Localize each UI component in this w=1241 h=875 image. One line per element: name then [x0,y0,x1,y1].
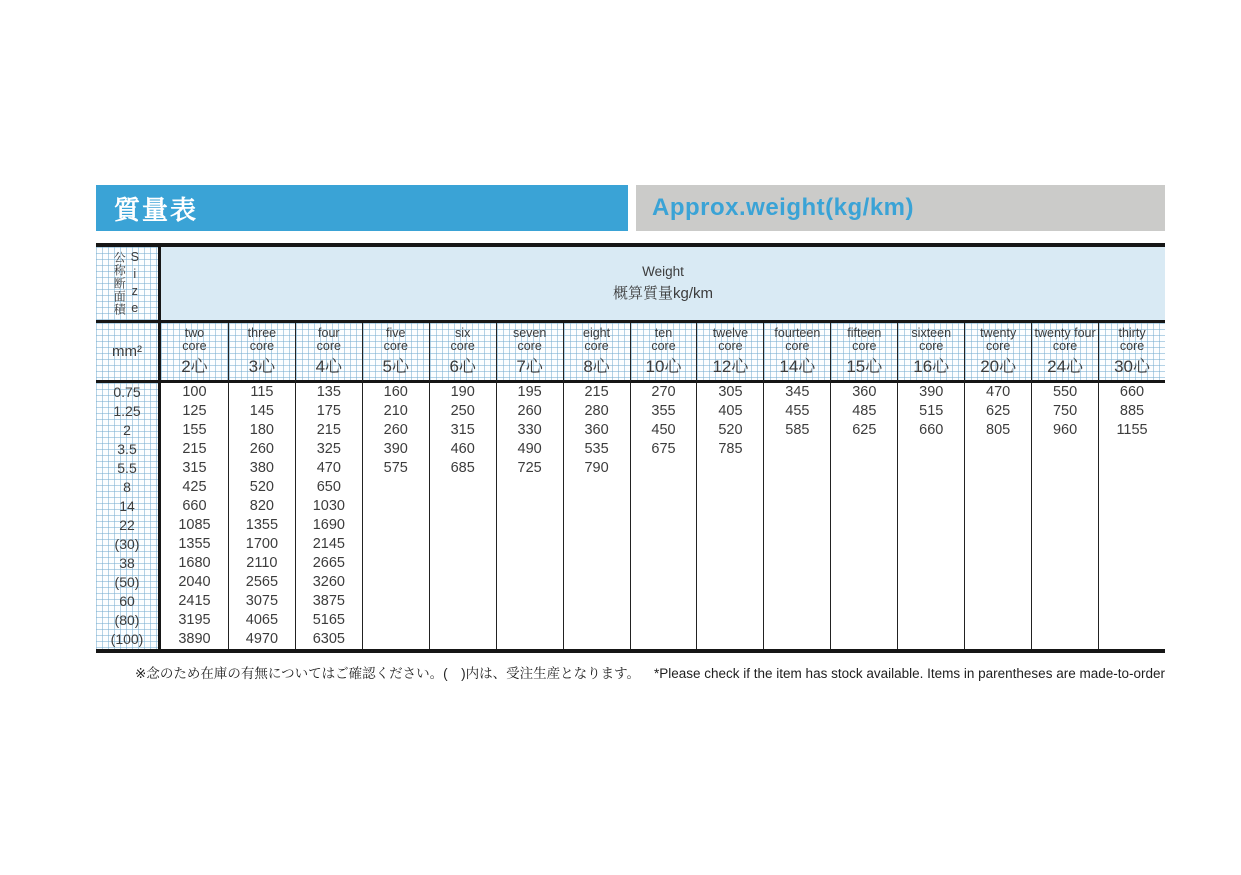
weight-value-cell [697,592,763,611]
weight-value-cell [965,478,1031,497]
value-column [228,383,295,649]
weight-value-cell: 3075 [245,593,279,609]
weight-value-cell: 2415 [178,593,211,609]
weight-value-cell [430,630,496,649]
weight-value-cell: 425 [182,479,207,495]
weight-value-cell: 3890 [178,631,211,647]
weight-value-cell [898,573,964,592]
core-header-cell: fourteen core 14心 [763,323,830,383]
weight-value-cell: 515 [919,403,944,419]
value-column [1031,383,1098,649]
weight-value-cell: 660 [1119,384,1145,400]
weight-value-cell [631,554,697,573]
weight-value-cell [965,535,1031,554]
weight-value-cell [631,611,697,630]
weight-value-cell [697,573,763,592]
weight-value-cell [1099,573,1165,592]
weight-value-cell: 1085 [178,517,211,533]
weight-value-cell [1099,440,1165,459]
weight-value-cell [831,592,897,611]
weight-value-cell [697,554,763,573]
value-column [161,383,228,649]
weight-value-cell: 4065 [245,612,279,628]
core-header-cell: thirty core 30心 [1098,323,1165,383]
weight-value-cell: 2145 [312,536,345,552]
weight-value-cell: 520 [718,422,743,438]
weight-value-cell [898,459,964,478]
value-column [563,383,630,649]
weight-value-cell [631,459,697,478]
weight-value-cell: 250 [450,403,475,419]
weight-value-cell [697,497,763,516]
weight-value-cell: 450 [651,422,676,438]
weight-value-cell: 785 [718,441,743,457]
weight-value-cell: 325 [316,441,341,457]
weight-value-cell [831,459,897,478]
weight-value-cell: 455 [785,403,810,419]
weight-value-cell: 2040 [178,574,211,590]
weight-value-cell [497,497,563,516]
weight-value-cell [965,459,1031,478]
weight-value-cell: 380 [249,460,274,476]
weight-value-cell [697,630,763,649]
weight-value-cell [831,478,897,497]
weight-value-cell [1032,440,1098,459]
size-label-jp: 公称断面積 [112,251,127,316]
size-cell: 1.25 [113,403,141,419]
weight-value-cell [497,516,563,535]
weight-value-cell: 390 [383,441,408,457]
weight-value-cell: 315 [182,460,207,476]
size-cell: 3.5 [117,441,137,457]
weight-value-cell [898,611,964,630]
weight-value-cell: 805 [986,422,1011,438]
weight-value-cell [1032,573,1098,592]
value-column [830,383,897,649]
weight-value-cell [497,630,563,649]
size-cell: 8 [123,479,131,495]
weight-value-cell [631,630,697,649]
weight-value-cell [898,478,964,497]
weight-value-cell [965,554,1031,573]
weight-value-cell [1032,630,1098,649]
weight-value-cell: 6305 [312,631,345,647]
weight-value-cell [831,554,897,573]
size-cell: 5.5 [117,460,137,476]
weight-value-cell: 490 [517,441,542,457]
weight-value-cell: 155 [182,422,207,438]
weight-value-cell: 160 [383,384,408,400]
value-column [964,383,1031,649]
weight-value-cell [697,478,763,497]
weight-header-cell [161,247,1165,323]
weight-value-cell [363,611,429,630]
weight-value-cell: 2665 [312,555,345,571]
weight-value-cell [1032,611,1098,630]
weight-value-cell: 5165 [312,612,345,628]
weight-value-cell [363,535,429,554]
size-label-en: Size [127,249,142,318]
weight-value-cell [965,630,1031,649]
value-column [295,383,362,649]
footnote-jp: ※念のため在庫の有無についてはご確認ください。( )内は、受注生産となります。 [135,666,640,681]
weight-value-cell: 685 [450,460,475,476]
weight-value-cell [363,592,429,611]
weight-value-cell [631,478,697,497]
weight-value-cell: 625 [852,422,877,438]
weight-value-cell [430,516,496,535]
weight-value-cell: 1030 [312,498,345,514]
value-column [496,383,563,649]
weight-value-cell [631,573,697,592]
weight-value-cell: 3195 [178,612,211,628]
weight-value-cell: 790 [584,460,609,476]
size-cell: (30) [114,536,140,552]
weight-value-cell [1099,554,1165,573]
weight-value-cell [363,497,429,516]
size-column [96,383,161,649]
weight-value-cell: 215 [316,422,341,438]
weight-value-cell [430,535,496,554]
weight-value-cell: 1355 [178,536,211,552]
weight-value-cell [1099,459,1165,478]
weight-value-cell: 550 [1052,384,1078,400]
unit-cell: mm² [96,323,161,383]
weight-value-cell [430,573,496,592]
weight-value-cell [1099,478,1165,497]
weight-value-cell: 960 [1052,422,1078,438]
weight-value-cell [564,497,630,516]
size-cell: 2 [123,422,131,438]
weight-value-cell: 355 [651,403,676,419]
weight-value-cell: 180 [249,422,274,438]
weight-value-cell [898,630,964,649]
weight-value-cell [497,592,563,611]
weight-value-cell [1032,535,1098,554]
footnote-en: *Please check if the item has stock available. Items in parentheses are made-to-order [653,666,1165,681]
weight-value-cell [1032,554,1098,573]
weight-value-cell [1032,459,1098,478]
weight-value-cell [564,611,630,630]
core-header-cell: eight core 8心 [563,323,630,383]
weight-value-cell: 3260 [312,574,345,590]
weight-value-cell: 650 [316,479,341,495]
weight-value-cell: 390 [919,384,944,400]
weight-value-cell: 125 [182,403,207,419]
weight-value-cell: 1690 [312,517,345,533]
weight-value-cell [898,497,964,516]
weight-value-cell: 470 [316,460,341,476]
weight-value-cell: 4970 [245,631,279,647]
weight-value-cell [965,592,1031,611]
core-header-cell: five core 5心 [362,323,429,383]
weight-value-cell: 725 [517,460,542,476]
weight-value-cell: 115 [250,384,274,400]
title-banner [96,185,1165,231]
weight-value-cell [764,497,830,516]
weight-value-cell [898,554,964,573]
weight-value-cell: 215 [182,441,207,457]
weight-value-cell [764,478,830,497]
weight-value-cell [764,459,830,478]
weight-value-cell: 305 [718,384,743,400]
weight-value-cell: 345 [785,384,810,400]
weight-value-cell: 175 [316,403,341,419]
weight-value-cell: 1355 [245,517,279,533]
weight-value-cell: 315 [450,422,475,438]
weight-value-cell [831,573,897,592]
weight-value-cell [898,440,964,459]
weight-value-cell [764,611,830,630]
weight-value-cell [1032,478,1098,497]
size-cell: 22 [119,517,135,533]
weight-value-cell [831,497,897,516]
weight-value-cell [1032,497,1098,516]
value-column [429,383,496,649]
weight-value-cell: 145 [249,403,274,419]
weight-header-en: Weight [642,264,684,279]
weight-value-cell [564,516,630,535]
weight-value-cell: 750 [1052,403,1078,419]
weight-value-cell [831,630,897,649]
weight-value-cell [898,592,964,611]
size-cell: (100) [110,631,144,647]
weight-value-cell [764,573,830,592]
weight-value-cell [831,440,897,459]
weight-value-cell [764,535,830,554]
weight-value-cell [898,535,964,554]
weight-value-cell: 1700 [245,536,279,552]
weight-value-cell [631,516,697,535]
weight-value-cell [965,611,1031,630]
weight-value-cell [1099,611,1165,630]
weight-value-cell [764,440,830,459]
weight-value-cell [430,554,496,573]
title-en: Approx.weight(kg/km) [636,185,1165,231]
weight-value-cell: 215 [584,384,609,400]
weight-value-cell [564,573,630,592]
weight-value-cell [363,573,429,592]
weight-value-cell: 625 [986,403,1011,419]
weight-value-cell: 100 [182,384,207,400]
weight-value-cell: 195 [517,384,542,400]
size-cell: (50) [114,574,140,590]
core-header-cell: fifteen core 15心 [830,323,897,383]
weight-value-cell: 2110 [246,555,278,571]
weight-value-cell: 210 [383,403,408,419]
weight-value-cell: 485 [852,403,877,419]
core-header-cell: twenty core 20心 [964,323,1031,383]
weight-value-cell [564,592,630,611]
weight-value-cell: 885 [1119,403,1145,419]
core-header-cell: twelve core 12心 [696,323,763,383]
title-jp: 質量表 [96,185,628,231]
weight-value-cell: 190 [450,384,475,400]
weight-value-cell [430,497,496,516]
weight-value-cell: 660 [919,422,944,438]
weight-value-cell [497,611,563,630]
weight-value-cell [564,535,630,554]
size-cell: 60 [119,593,135,609]
size-cell: (80) [114,612,140,628]
weight-value-cell: 260 [249,441,274,457]
weight-value-cell [363,630,429,649]
weight-value-cell [1099,535,1165,554]
size-cell: 38 [119,555,135,571]
weight-value-cell: 1680 [178,555,211,571]
weight-value-cell: 535 [584,441,609,457]
core-header-cell: ten core 10心 [630,323,697,383]
weight-value-cell [497,535,563,554]
weight-value-cell [430,478,496,497]
weight-value-cell [1032,516,1098,535]
weight-header-jp: 概算質量kg/km [612,285,713,302]
value-column [1098,383,1165,649]
weight-value-cell [564,630,630,649]
core-header-cell: seven core 7心 [496,323,563,383]
weight-value-cell: 260 [383,422,408,438]
core-header-cell: three core 3心 [228,323,295,383]
weight-value-cell [764,630,830,649]
size-corner-cell [96,247,161,323]
weight-value-cell: 3875 [312,593,345,609]
weight-value-cell [764,592,830,611]
weight-value-cell [363,478,429,497]
core-header-cell: two core 2心 [161,323,228,383]
weight-value-cell [965,497,1031,516]
weight-value-cell: 135 [316,384,341,400]
weight-value-cell [1099,516,1165,535]
weight-value-cell: 280 [584,403,609,419]
value-column [696,383,763,649]
weight-value-cell: 2565 [245,574,279,590]
weight-table [96,243,1165,653]
weight-value-cell: 470 [986,384,1011,400]
weight-value-cell: 520 [249,479,274,495]
weight-value-cell [831,611,897,630]
weight-value-cell [965,440,1031,459]
weight-value-cell [631,535,697,554]
weight-value-cell [631,592,697,611]
weight-value-cell [430,611,496,630]
weight-value-cell: 1155 [1116,422,1148,438]
size-cell: 14 [119,498,135,514]
weight-value-cell: 270 [651,384,676,400]
weight-value-cell [1099,630,1165,649]
weight-value-cell [497,554,563,573]
weight-value-cell [1099,497,1165,516]
weight-value-cell [430,592,496,611]
weight-value-cell: 360 [584,422,609,438]
core-header-cell: four core 4心 [295,323,362,383]
weight-value-cell [1032,592,1098,611]
weight-value-cell [564,554,630,573]
weight-value-cell: 575 [383,460,408,476]
weight-value-cell [898,516,964,535]
weight-value-cell [497,573,563,592]
weight-value-cell: 330 [517,422,542,438]
weight-value-cell [764,516,830,535]
weight-value-cell [497,478,563,497]
weight-value-cell [831,535,897,554]
weight-value-cell: 405 [718,403,743,419]
weight-value-cell: 820 [249,498,274,514]
weight-value-cell [697,535,763,554]
weight-value-cell [1099,592,1165,611]
catalog-page [96,185,1165,682]
value-column [763,383,830,649]
value-column [362,383,429,649]
weight-value-cell [697,516,763,535]
footnote [96,662,1165,682]
weight-value-cell [564,478,630,497]
weight-value-cell: 660 [182,498,207,514]
weight-value-cell [831,516,897,535]
weight-value-cell [965,516,1031,535]
weight-value-cell [631,497,697,516]
weight-value-cell [697,459,763,478]
weight-value-cell [697,611,763,630]
value-column [897,383,964,649]
weight-value-cell: 585 [785,422,810,438]
size-cell: 0.75 [113,384,141,400]
core-header-cell: six core 6心 [429,323,496,383]
core-header-cell: sixteen core 16心 [897,323,964,383]
weight-value-cell: 460 [450,441,475,457]
weight-value-cell: 675 [651,441,676,457]
weight-value-cell [363,516,429,535]
value-column [630,383,697,649]
weight-value-cell [965,573,1031,592]
weight-value-cell: 260 [517,403,542,419]
core-header-cell: twenty four core 24心 [1031,323,1098,383]
weight-value-cell [764,554,830,573]
weight-value-cell [363,554,429,573]
weight-value-cell: 360 [852,384,877,400]
